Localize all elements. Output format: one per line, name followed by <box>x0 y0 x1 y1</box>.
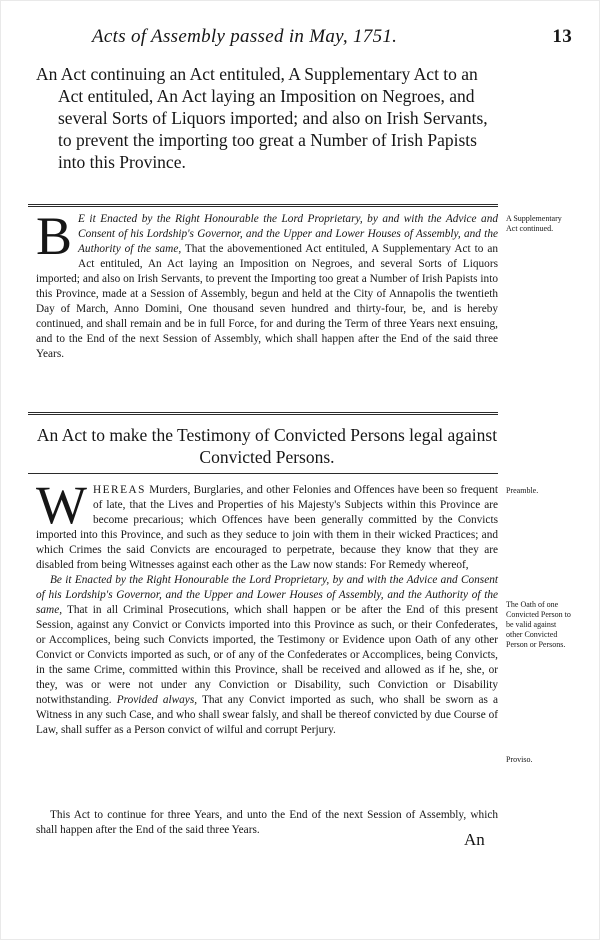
act1-enacting-clause: E it Enacted by the Right Honourable the Lord Proprietary, by and with the Advice and Consent of his Lordship's Governor, and the Upper and Lower Houses of Assembly, and the Authority of the same, <box>78 213 498 255</box>
act2-enacting-clause: Be it Enacted by the Right Honourable the Lord Proprietary, by and with the Advice and Consent of his Lordship's Governor, and the Upper and Lower Houses of Assembly, and the Authority of the same, <box>36 574 498 616</box>
margin-note-preamble: Preamble. <box>506 486 539 495</box>
running-head <box>92 26 572 48</box>
page-number: 13 <box>552 26 572 47</box>
act2-continuance-paragraph <box>36 808 498 838</box>
act2-proviso-lead: Provided always, <box>116 694 198 706</box>
act1-body: That the abovementioned Act entituled, A Supplementary Act to an Act entituled, An Act laying an Imposition on Negroes, and several Sorts of Liquors imported; and also on Irish Servants, to prevent the Importing too great a Number of Irish Papists into this Province, made at a Session of Assembly, begun and held at the City of Annapolis the twentieth Day of March, Anno Domini, One thousand seven hundred and thirty-four, be, and is hereby continued, and shall remain and be in full Force, for and during the Term of three Years next ensuing, and to the End of the next Session of Assembly, which shall happen after the End of the said three Years. <box>36 243 499 360</box>
act1-title: An Act continuing an Act entituled, A Supplementary Act to an Act entituled, An Act laying an Imposition on Negroes, and several Sorts of Liquors imported; and also on Irish Servants, to prevent the importing too great a Number of Irish Papists into this Province. <box>36 64 488 172</box>
section-divider <box>28 204 498 207</box>
act1-text <box>36 206 499 362</box>
margin-note-oath: The Oath of one Convicted Person to be valid against other Convicted Person or Persons. <box>506 600 571 649</box>
act2-continuance: This Act to continue for three Years, and unto the End of the next Session of Assembly, which shall happen after the End of the said three Years. <box>36 809 498 836</box>
catchword: An <box>464 830 485 849</box>
act2-preamble: Murders, Burglaries, and other Felonies and Offences have been so frequent of late, that the Lives and Properties of his Majesty's Subjects within this Province are become precarious; which Offences have been generally committed by the Convicts imported into this Province, and such as they seduce to join with them in their wicked Practices; and which Crimes the said Convicts are encouraged to perpetrate, because they know that they are disabled from being Witnesses against each other as the Law now stands: For Remedy whereof, <box>36 484 499 571</box>
act2-body: That in all Criminal Prosecutions, which shall happen or be after the End of this present Session, against any Convict or Convicts imported into this Province as such, or their Confederates, or Accomplices, being such Convicts imported, the Testimony or Evidence upon Oath of any other Convict or Convicts imported as such, or of any of the Confederates or Accomplices, being Convicts, in the same Crime, committed within this Province, shall be received and allowed as if he, she, or they, was or were not under any Conviction or Disability, such Conviction or Disability notwithstanding. <box>36 604 498 706</box>
margin-note-act1: A Supplementary Act continued. <box>506 214 562 233</box>
running-head-text: Acts of Assembly passed in May, 1751. <box>92 26 398 47</box>
drop-cap: W <box>36 475 87 535</box>
drop-cap: B <box>36 206 73 266</box>
act2-title: An Act to make the Testimony of Convicted Persons legal against Convicted Persons. <box>36 425 498 467</box>
act2-text <box>36 475 499 738</box>
act2-first-word: HEREAS <box>92 484 146 496</box>
title-rule <box>28 473 498 474</box>
section-divider <box>28 412 498 415</box>
margin-note-proviso: Proviso. <box>506 755 533 764</box>
act2-proviso: That any Convict imported as such, who shall be sworn as a Witness in any such Case, and who shall swear falsly, and shall be thereof convicted by due Course of Law, shall suffer as a Person convict of wilful and corrupt Perjury. <box>36 694 499 736</box>
